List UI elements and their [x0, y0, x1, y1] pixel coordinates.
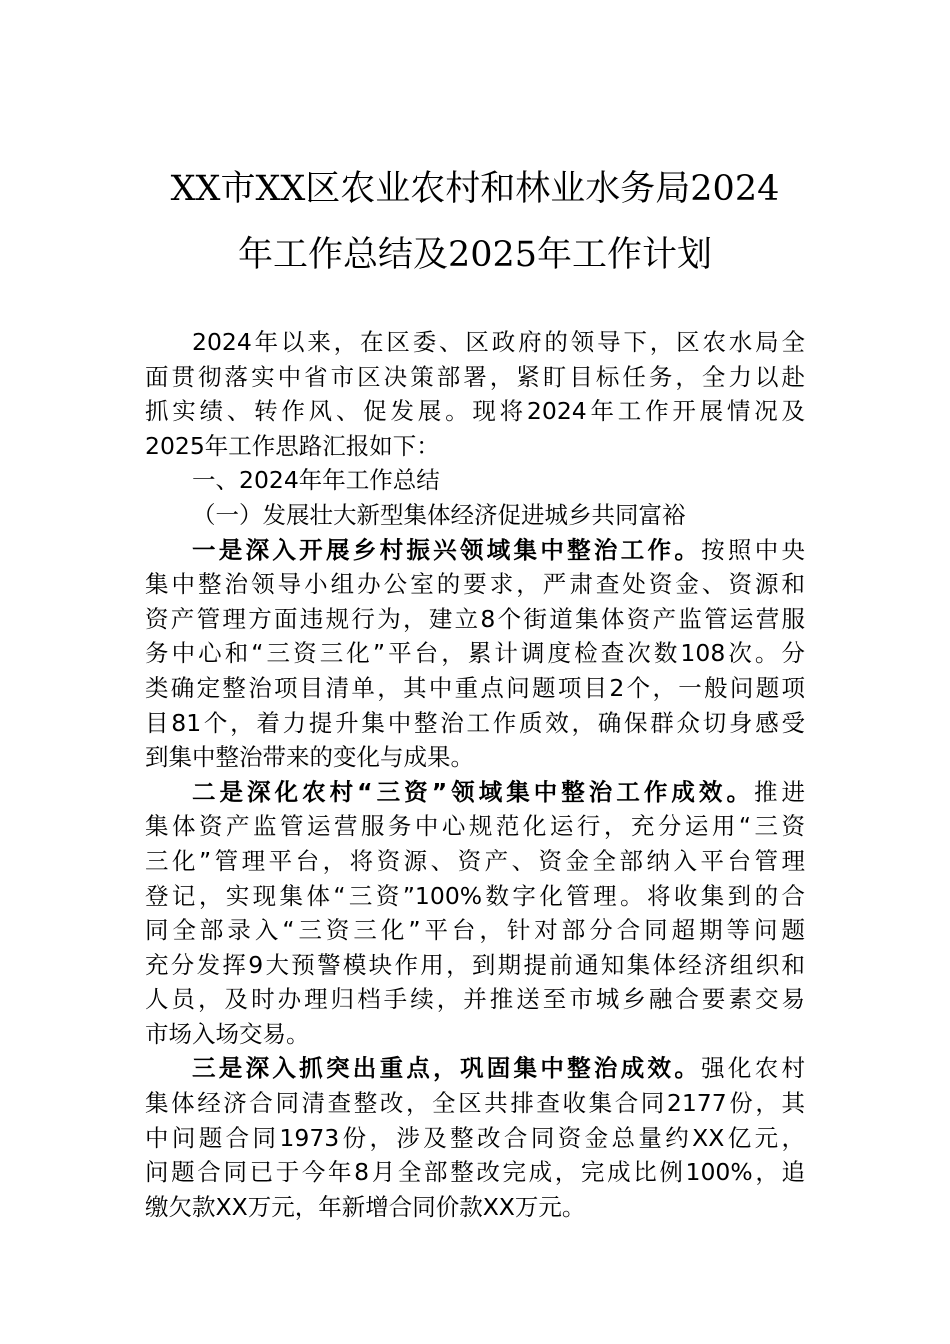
- intro-line: 2024年以来，在区委、区政府的领导下，区农水局全: [192, 328, 805, 356]
- document-title-line-2: 年工作总结及2025年工作计划: [237, 235, 713, 275]
- paragraph-2-line: 集体资产监管运营服务中心规范化运行，充分运用“三资: [145, 812, 805, 841]
- paragraph-2-line: 市场入场交易。: [145, 1019, 310, 1048]
- paragraph-3-line: 缴欠款XX万元，年新增合同价款XX万元。: [145, 1192, 586, 1221]
- document-body: [145, 325, 805, 1224]
- paragraph-1-line: 到集中整治带来的变化与成果。: [145, 743, 474, 772]
- paragraph-1-line: 类确定整治项目清单，其中重点问题项目2个，一般问题项: [145, 673, 805, 702]
- paragraph-2-line: 登记，实现集体“三资”100%数字化管理。将收集到的合: [145, 881, 805, 910]
- paragraph-2-lead: 二是深化农村“三资”领域集中整治工作成效。: [192, 777, 754, 806]
- paragraph-2-first-rest: 推进: [753, 777, 806, 806]
- paragraph-2-line: 同全部录入“三资三化”平台，针对部分合同超期等问题: [145, 916, 805, 945]
- subsection-heading: （一）发展壮大新型集体经济促进城乡共同富裕: [192, 500, 686, 529]
- paragraph-3-first-rest: 强化农村: [701, 1054, 806, 1083]
- paragraph-1-lead: 一是深入开展乡村振兴领域集中整治工作。: [192, 535, 702, 564]
- paragraph-2-line: 三化”管理平台，将资源、资产、资金全部纳入平台管理: [145, 846, 805, 875]
- paragraph-3-line: 集体经济合同清查整改，全区共排查收集合同2177份，其: [145, 1089, 805, 1118]
- paragraph-1-line: 务中心和“三资三化”平台，累计调度检查次数108次。分: [145, 639, 805, 668]
- document-title-line-1: XX市XX区农业农村和林业水务局2024: [170, 169, 780, 209]
- paragraph-2-line: 充分发挥9大预警模块作用，到期提前通知集体经济组织和: [145, 950, 805, 979]
- paragraph-3-lead: 三是深入抓突出重点，巩固集中整治成效。: [192, 1054, 702, 1083]
- intro-line: 面贯彻落实中省市区决策部署，紧盯目标任务，全力以赴: [145, 362, 805, 391]
- paragraph-2-line: 人员，及时办理归档手续，并推送至市城乡融合要素交易: [145, 985, 805, 1014]
- paragraph-3-line: 问题合同已于今年8月全部整改完成，完成比例100%，追: [145, 1158, 805, 1187]
- section-heading: 一、2024年年工作总结: [192, 466, 440, 495]
- paragraph-1-line: 目81个，着力提升集中整治工作质效，确保群众切身感受: [145, 708, 805, 737]
- paragraph-2-first-line: [145, 775, 805, 810]
- paragraph-3-first-line: [145, 1051, 805, 1086]
- paragraph-1-line: 资产管理方面违规行为，建立8个街道集体资产监管运营服: [145, 604, 805, 633]
- paragraph-1-line: 集中整治领导小组办公室的要求，严肃查处资金、资源和: [145, 570, 805, 599]
- intro-line: 2025年工作思路汇报如下：: [145, 431, 440, 460]
- paragraph-3-line: 中问题合同1973份，涉及整改合同资金总量约XX亿元，: [145, 1123, 805, 1152]
- paragraph-1-first-rest: 按照中央: [701, 535, 806, 564]
- intro-line: 抓实绩、转作风、促发展。现将2024年工作开展情况及: [145, 397, 805, 426]
- paragraph-1-first-line: [145, 533, 805, 568]
